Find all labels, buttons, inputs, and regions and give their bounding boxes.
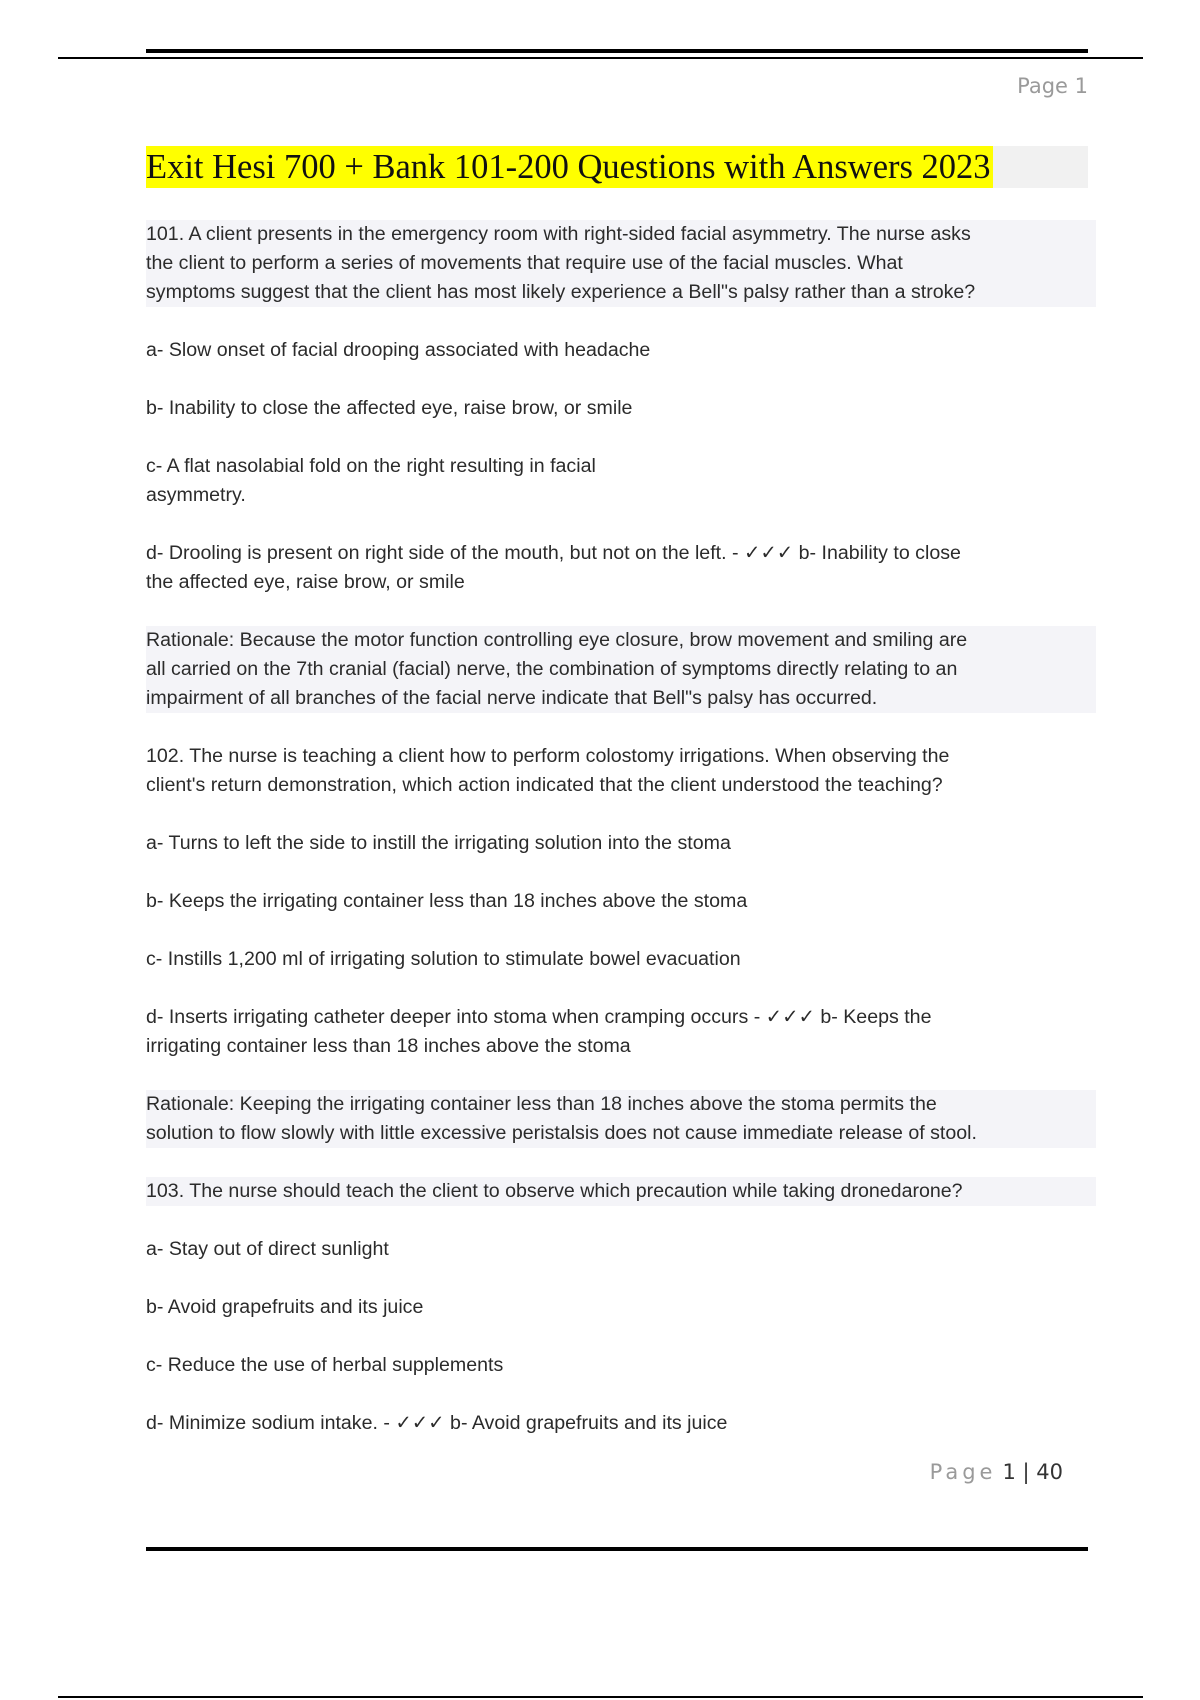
text-line: asymmetry.	[146, 484, 246, 506]
text-line: client's return demonstration, which action indicated that the client understood the teaching?	[146, 774, 943, 796]
top-outer-rule	[58, 57, 1143, 59]
text-line: 101. A client presents in the emergency room with right-sided facial asymmetry. The nurse asks	[146, 223, 971, 245]
text-line: 102. The nurse is teaching a client how to perform colostomy irrigations. When observing the	[146, 745, 950, 767]
question-101-option-b	[146, 394, 1096, 423]
question-102-option-c	[146, 945, 1096, 974]
question-103-option-b	[146, 1293, 1096, 1322]
footer-page-number	[930, 1460, 1063, 1484]
title-bar	[146, 146, 1088, 188]
bottom-inner-rule	[146, 1547, 1088, 1551]
top-inner-rule	[146, 49, 1088, 53]
question-101-option-a	[146, 336, 1096, 365]
question-103-option-a	[146, 1235, 1096, 1264]
bottom-outer-rule	[58, 1696, 1143, 1698]
text-line: b- Avoid grapefruits and its juice	[146, 1296, 424, 1318]
header-page-label: Page 1	[1017, 74, 1088, 98]
question-102-option-d-answer	[146, 1003, 1096, 1061]
question-103-option-c	[146, 1351, 1096, 1380]
text-line: d- Drooling is present on right side of the mouth, but not on the left. - ✓✓✓ b- Inability to close	[146, 542, 961, 564]
question-101-stem	[146, 220, 1096, 307]
question-103-stem	[146, 1177, 1096, 1206]
text-line: impairment of all branches of the facial nerve indicate that Bell"s palsy has occurred.	[146, 687, 878, 709]
question-102-stem	[146, 742, 1096, 800]
question-102-option-b	[146, 887, 1096, 916]
question-101-rationale	[146, 626, 1096, 713]
text-line: symptoms suggest that the client has most likely experience a Bell"s palsy rather than a stroke?	[146, 281, 976, 303]
text-line: a- Stay out of direct sunlight	[146, 1238, 389, 1260]
text-line: Rationale: Because the motor function controlling eye closure, brow movement and smiling are	[146, 629, 968, 651]
text-line: c- A flat nasolabial fold on the right resulting in facial	[146, 455, 596, 477]
text-line: b- Keeps the irrigating container less than 18 inches above the stoma	[146, 890, 748, 912]
footer-page-word: Page	[929, 1460, 997, 1484]
text-line: c- Reduce the use of herbal supplements	[146, 1354, 504, 1376]
text-line: d- Inserts irrigating catheter deeper into stoma when cramping occurs - ✓✓✓ b- Keeps the	[146, 1006, 932, 1028]
text-line: solution to flow slowly with little excessive peristalsis does not cause immediate release of stool.	[146, 1122, 977, 1144]
footer-page-count: 1 | 40	[1002, 1460, 1063, 1484]
text-line: a- Slow onset of facial drooping associated with headache	[146, 339, 651, 361]
question-102-option-a	[146, 829, 1096, 858]
text-line: the affected eye, raise brow, or smile	[146, 571, 465, 593]
text-line: Rationale: Keeping the irrigating container less than 18 inches above the stoma permits the	[146, 1093, 937, 1115]
question-102-rationale	[146, 1090, 1096, 1148]
question-101-option-d-answer	[146, 539, 1096, 597]
text-line: the client to perform a series of movements that require use of the facial muscles. What	[146, 252, 903, 274]
text-line: d- Minimize sodium intake. - ✓✓✓ b- Avoid grapefruits and its juice	[146, 1412, 728, 1434]
text-line: b- Inability to close the affected eye, raise brow, or smile	[146, 397, 633, 419]
question-101-option-c	[146, 452, 1096, 510]
document-title: Exit Hesi 700 + Bank 101-200 Questions with Answers 2023	[146, 148, 991, 186]
text-line: all carried on the 7th cranial (facial) nerve, the combination of symptoms directly relating to an	[146, 658, 958, 680]
text-line: 103. The nurse should teach the client to observe which precaution while taking dronedarone?	[146, 1180, 963, 1202]
text-line: irrigating container less than 18 inches above the stoma	[146, 1035, 631, 1057]
document-body	[146, 220, 1096, 1467]
question-103-option-d-answer	[146, 1409, 1096, 1438]
text-line: c- Instills 1,200 ml of irrigating solution to stimulate bowel evacuation	[146, 948, 741, 970]
text-line: a- Turns to left the side to instill the irrigating solution into the stoma	[146, 832, 731, 854]
